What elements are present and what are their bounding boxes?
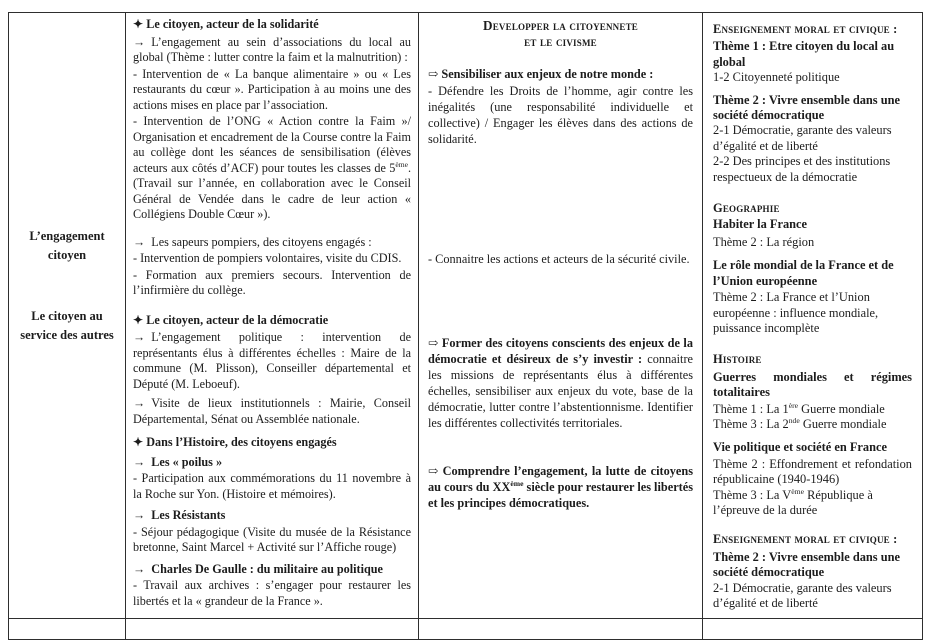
curriculum-table [8,12,923,640]
activity-item: - Intervention de pompiers volontaires, visite du CDIS. [133,251,402,265]
cell-programs [703,13,922,619]
activity-item: → L’engagement politique : intervention de représentants élus à différentes échelles : Maire de la commune (M. Plisson), Conseiller départemental et Député (M. Leboeuf). [133,330,411,391]
activity-item: - Intervention de l’ONG « Action contre la Faim »/ Organisation et encadrement de la Course contre la Faim au collège dont les séances de sensibilisation (élèves acteurs aux côtés d’ACF) pour toutes les classes de 5ème. (Travail sur l’année, en collaboration avec le Conseil Général de Vendée dans le cadre de leur action « Collégiens Double Cœur »). [133,114,411,221]
row-title-secondary: Le citoyen au service des autres [20,308,114,342]
program-theme: Thème 1 : Etre citoyen du local au global [713,39,895,69]
program-subtheme: Thème 1 : La 1ère Guerre mondiale [713,400,885,416]
program-theme: Thème 2 : Vivre ensemble dans une société démocratique [713,92,901,123]
program-subtheme: Thème 2 : Effondrement et refondation républicaine (1940-1946) [713,456,912,487]
activity-item: - Formation aux premiers secours. Intervention de l’infirmière du collège. [133,267,411,297]
program-subtheme: Thème 2 : La région [713,234,815,249]
objective-heading: ⇨ Sensibiliser aux enjeux de notre monde : [428,67,654,81]
activity-subheading: → Les Résistants [133,508,226,522]
program-subject-heading: Enseignement moral et civique : [713,22,898,36]
program-subject-heading: Enseignement moral et civique : [713,532,898,547]
program-theme: Vie politique et société en France [713,440,887,455]
program-theme: Guerres mondiales et régimes totalitaires [713,369,912,400]
objective-item: - Défendre les Droits de l’homme, agir contre les inégalités (une responsabilité individuelle et collective) / Engager les élèves dans des actions de solidarité. [428,84,693,146]
cell-objectives [419,13,703,619]
objective-item: - Connaitre les actions et acteurs de la sécurité civile. [428,252,690,266]
empty-cell [9,619,126,639]
empty-cell [703,619,922,639]
program-subtheme: Thème 3 : La Vème République à l’épreuve de la durée [713,486,873,517]
cell-activities [126,13,419,619]
activity-item: - Intervention de « La banque alimentaire » ou « Les restaurants du cœur ». Participation à au moins une des actions mises en place par l’association. [133,66,411,112]
program-subtheme: Thème 2 : La France et l’Union européenne : influence mondiale, puissance incomplète [713,290,879,335]
program-subtheme: Thème 3 : La 2nde Guerre mondiale [713,415,887,431]
activity-item: → L’engagement au sein d’associations du local au global (Thème : lutter contre la faim et la malnutrition) : [133,34,411,64]
empty-cell [126,619,419,639]
objectives-column-title: et le civisme [524,34,597,49]
program-subject-heading: Geographie [713,201,780,216]
activity-item: - Participation aux commémorations du 11 novembre à la Roche sur Yon. (Histoire et mémoires). [133,471,411,501]
program-subtheme: 2-1 Démocratie, garante des valeurs d’égalité et de liberté [713,123,892,153]
empty-cell [419,619,703,639]
row-label [13,227,121,345]
activity-section-heading: ✦ Dans l’Histoire, des citoyens engagés [133,435,337,449]
program-theme: Thème 2 : Vivre ensemble dans une société démocratique [713,549,901,580]
activity-subheading: → Les « poilus » [133,454,223,469]
objective-heading: ⇨ Former des citoyens conscients des enjeux de la démocratie et désireux de s’y investir : connaitre les missions de représentants élus à différentes échelles, sensibiliser aux enjeux du vote, base de la démocratie, lutter contre l’abstentionnisme. Identifier les différentes collectivités territoriales. [428,336,693,430]
program-subject-heading: Histoire [713,352,762,367]
cell-theme-label [9,13,126,619]
activity-item: → Visite de lieux institutionnels : Mairie, Conseil Départemental, Sénat ou Assemblée nationale. [133,396,411,426]
activity-item: - Travail aux archives : s’engager pour restaurer les libertés et la « grandeur de la France ». [133,578,411,608]
program-subtheme: 1-2 Citoyenneté politique [713,70,840,85]
program-theme: Le rôle mondial de la France et de l’Union européenne [713,258,894,288]
row-title-primary: L’engagement citoyen [29,228,105,262]
program-subtheme: 2-1 Démocratie, garante des valeurs d’égalité et de liberté [713,580,892,610]
activity-subheading: → Charles De Gaulle : du militaire au politique [133,561,383,576]
activity-section-heading: ✦ Le citoyen, acteur de la démocratie [133,312,329,327]
activity-item: → Les sapeurs pompiers, des citoyens engagés : [133,234,372,249]
objectives-column-title: Developper la citoyennete [483,18,638,33]
program-subtheme: 2-2 Des principes et des institutions respectueux de la démocratie [713,154,891,184]
program-theme: Habiter la France [713,217,808,232]
objective-heading: ⇨ Comprendre l’engagement, la lutte de citoyens au cours du XXème siècle pour restaurer les libertés et les principes démocratiques. [428,464,693,510]
activity-item: - Séjour pédagogique (Visite du musée de la Résistance bretonne, Saint Marcel + Activité sur l’Affiche rouge) [133,524,411,554]
activity-section-heading: ✦ Le citoyen, acteur de la solidarité [133,17,319,31]
